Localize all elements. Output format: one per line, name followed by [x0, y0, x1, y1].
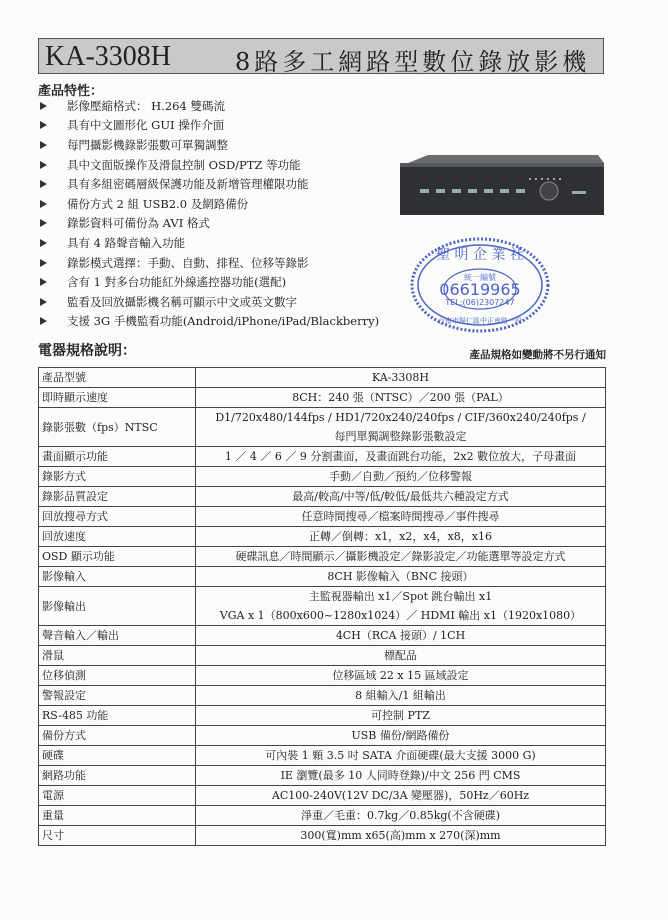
spec-value — [196, 388, 606, 408]
spec-value — [196, 686, 606, 706]
triangle-bullet-icon — [40, 317, 47, 325]
spec-label: 回放搜尋方式 — [39, 507, 196, 527]
specs-heading: 電器規格說明： — [38, 343, 136, 359]
title-bar — [38, 38, 604, 74]
spec-row — [39, 567, 606, 587]
spec-label: 重量 — [39, 806, 196, 826]
spec-value-line: 可內裝 1 顆 3.5 吋 SATA 介面硬碟(最大支援 3000 G) — [265, 749, 536, 762]
spec-value-line: 正轉／倒轉：x1，x2，x4，x8，x16 — [308, 530, 492, 543]
spec-label: 錄影方式 — [39, 467, 196, 487]
spec-value-line: 淨重／毛重：0.7kg／0.85kg(不含硬碟) — [301, 809, 500, 822]
spec-table — [38, 367, 606, 846]
spec-value-line: KA-3308H — [371, 371, 430, 384]
spec-value-line: 8CH 影像輸入（BNC 接頭） — [327, 570, 474, 583]
spec-value — [196, 626, 606, 646]
triangle-bullet-icon — [40, 161, 47, 169]
spec-row — [39, 826, 606, 846]
spec-value-line: 8 組輸入/1 組輸出 — [355, 689, 446, 702]
spec-row — [39, 507, 606, 527]
spec-value — [196, 766, 606, 786]
spec-value — [196, 547, 606, 567]
spec-row — [39, 746, 606, 766]
spec-row — [39, 388, 606, 408]
feature-text: 影像壓縮格式： H.264 雙碼流 — [67, 98, 225, 113]
feature-text: 備份方式 2 組 USB2.0 及網路備份 — [67, 196, 249, 211]
spec-label: 錄影張數（fps）NTSC — [39, 408, 196, 447]
spec-value-line: 1 ／ 4 ／ 6 ／ 9 分割畫面，及畫面跳台功能，2x2 數位放大，子母畫面 — [224, 450, 577, 463]
triangle-bullet-icon — [40, 200, 47, 208]
spec-row — [39, 408, 606, 447]
triangle-bullet-icon — [40, 219, 47, 227]
spec-value — [196, 507, 606, 527]
feature-item — [38, 135, 379, 155]
spec-label: 影像輸入 — [39, 567, 196, 587]
svg-text:聖 明 企 業 社: 聖 明 企 業 社 — [436, 247, 524, 263]
spec-value — [196, 447, 606, 467]
triangle-bullet-icon — [40, 102, 47, 110]
spec-label: RS-485 功能 — [39, 706, 196, 726]
spec-value-line: AC100-240V(12V DC/3A 變壓器)，50Hz／60Hz — [271, 789, 530, 802]
spec-row — [39, 766, 606, 786]
svg-text:06619965: 06619965 — [439, 280, 521, 299]
feature-text: 錄影資料可備份為 AVI 格式 — [67, 216, 210, 231]
spec-label: 位移偵測 — [39, 666, 196, 686]
spec-row — [39, 686, 606, 706]
spec-label: 電源 — [39, 786, 196, 806]
feature-text: 具中文面版操作及滑鼠控制 OSD/PTZ 等功能 — [67, 157, 301, 172]
spec-value — [196, 487, 606, 507]
product-name: 8路多工網路型數位錄放影機 — [235, 48, 591, 76]
feature-text: 含有 1 對多台功能紅外線遙控器功能(選配) — [67, 275, 287, 290]
svg-text:台南市歸仁區中正南路一段: 台南市歸仁區中正南路一段 — [438, 317, 522, 325]
spec-value-line: USB 備份/網路備份 — [351, 729, 450, 742]
spec-label: 產品型號 — [39, 368, 196, 388]
spec-value — [196, 726, 606, 746]
spec-label: OSD 顯示功能 — [39, 547, 196, 567]
triangle-bullet-icon — [40, 298, 47, 306]
spec-row — [39, 587, 606, 626]
features-heading: 產品特性： — [38, 84, 104, 99]
spec-value — [196, 786, 606, 806]
spec-label: 警報設定 — [39, 686, 196, 706]
spec-value-line: IE 瀏覽(最多 10 人同時登錄)/中文 256 門 CMS — [280, 769, 521, 782]
spec-value — [196, 706, 606, 726]
specs-notice: 產品規格如變動將不另行通知 — [469, 349, 606, 361]
spec-label: 尺寸 — [39, 826, 196, 846]
spec-row — [39, 666, 606, 686]
spec-value — [196, 567, 606, 587]
feature-text: 具有中文圖形化 GUI 操作介面 — [67, 118, 225, 133]
spec-value-line: 8CH：240 張（NTSC）／200 張（PAL） — [292, 391, 509, 404]
feature-item — [38, 272, 379, 292]
spec-label: 網路功能 — [39, 766, 196, 786]
spec-row — [39, 467, 606, 487]
spec-value-line: 最高/較高/中等/低/較低/最低共六種設定方式 — [292, 490, 509, 503]
spec-row — [39, 806, 606, 826]
spec-label: 回放速度 — [39, 527, 196, 547]
feature-text: 錄影模式選擇：手動、自動、排程、位移等錄影 — [67, 255, 309, 270]
feature-item — [38, 194, 379, 214]
spec-value — [196, 826, 606, 846]
spec-value — [196, 746, 606, 766]
triangle-bullet-icon — [40, 180, 47, 188]
spec-row — [39, 547, 606, 567]
features-list — [38, 96, 379, 331]
spec-label: 影像輸出 — [39, 587, 196, 626]
triangle-bullet-icon — [40, 121, 47, 129]
spec-value-line: 手動／自動／預約／位移警報 — [329, 470, 472, 483]
spec-value — [196, 467, 606, 487]
company-seal-stamp — [408, 235, 552, 335]
spec-row — [39, 646, 606, 666]
triangle-bullet-icon — [40, 259, 47, 267]
feature-item — [38, 116, 379, 136]
spec-value — [196, 587, 606, 626]
spec-row — [39, 786, 606, 806]
feature-item — [38, 155, 379, 175]
feature-text: 具有 4 路聲音輸入功能 — [67, 235, 186, 250]
spec-label: 畫面顯示功能 — [39, 447, 196, 467]
spec-value-line: 300(寬)mm x65(高)mm x 270(深)mm — [300, 829, 501, 842]
feature-item — [38, 292, 379, 312]
spec-value-line: 標配品 — [384, 649, 417, 662]
spec-label: 備份方式 — [39, 726, 196, 746]
spec-row — [39, 726, 606, 746]
spec-value-line: 硬碟訊息／時間顯示／攝影機設定／錄影設定／功能選單等設定方式 — [235, 550, 566, 563]
spec-value — [196, 646, 606, 666]
feature-item — [38, 214, 379, 234]
spec-label: 硬碟 — [39, 746, 196, 766]
spec-value — [196, 666, 606, 686]
triangle-bullet-icon — [40, 278, 47, 286]
spec-row — [39, 706, 606, 726]
spec-label: 滑鼠 — [39, 646, 196, 666]
spec-label: 聲音輸入／輸出 — [39, 626, 196, 646]
svg-text:TEL:(06)2307247: TEL:(06)2307247 — [445, 298, 515, 307]
spec-row — [39, 447, 606, 467]
spec-value-line: D1/720x480/144fps / HD1/720x240/240fps / CIF/360x240/240fps / — [215, 411, 586, 424]
dvr-device-image — [398, 155, 606, 217]
spec-value-line: 每門單獨調整錄影張數設定 — [334, 430, 467, 443]
feature-text: 具有多組密碼層級保護功能及新增管理權限功能 — [67, 177, 309, 192]
triangle-bullet-icon — [40, 239, 47, 247]
feature-text: 監看及回放攝影機名稱可顯示中文或英文數字 — [67, 294, 297, 309]
feature-item — [38, 253, 379, 273]
spec-row — [39, 368, 606, 388]
svg-text:統一編號: 統一編號 — [464, 273, 496, 282]
spec-label: 錄影品質設定 — [39, 487, 196, 507]
spec-row — [39, 527, 606, 547]
model-number: KA-3308H — [45, 41, 171, 72]
spec-value-line: VGA x 1（800x600~1280x1024）／ HDMI 輸出 x1（1920x1080） — [219, 609, 582, 622]
spec-value-line: 主監視器輸出 x1／Spot 跳台輸出 x1 — [308, 590, 493, 603]
feature-item — [38, 174, 379, 194]
spec-value-line: 可控制 PTZ — [371, 709, 430, 722]
spec-value-line: 位移區域 22 x 15 區域設定 — [332, 669, 469, 682]
spec-value — [196, 527, 606, 547]
spec-label: 即時顯示速度 — [39, 388, 196, 408]
triangle-bullet-icon — [40, 141, 47, 149]
feature-text: 支援 3G 手機監看功能(Android/iPhone/iPad/Blackberry) — [67, 314, 380, 329]
feature-item — [38, 312, 379, 332]
spec-value — [196, 806, 606, 826]
spec-value — [196, 408, 606, 447]
spec-row — [39, 626, 606, 646]
spec-value-line: 4CH（RCA 接頭）/ 1CH — [335, 629, 466, 642]
spec-row — [39, 487, 606, 507]
feature-item — [38, 96, 379, 116]
spec-value — [196, 368, 606, 388]
feature-text: 每門攝影機錄影張數可單獨調整 — [67, 137, 228, 152]
spec-value-line: 任意時間搜尋／檔案時間搜尋／事件搜尋 — [301, 510, 500, 523]
feature-item — [38, 233, 379, 253]
